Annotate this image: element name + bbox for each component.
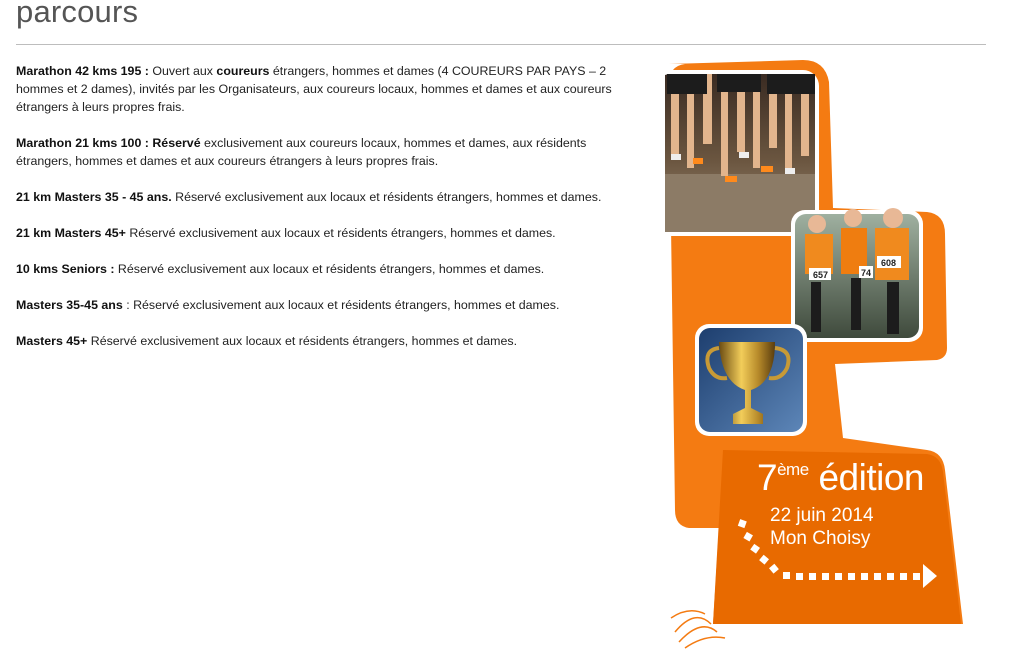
- race-entry-text: étrangers, hommes et dames (4 COUREURS PAR PAYS – 2 hommes et 2 dames), invités par les Organisateurs, aux coureurs locaux, hommes et dames et aux coureurs étrangers à leurs propres frais.: [16, 64, 612, 114]
- title-divider: [16, 44, 986, 45]
- race-entry-text: Ouvert aux: [148, 64, 217, 78]
- race-entry-label: 21 km Masters 45+: [16, 226, 126, 240]
- race-entry-text: exclusivement aux coureurs locaux, hommes et dames, aux résidents étrangers, hommes et dames et aux coureurs étrangers à leurs propres frais.: [16, 136, 587, 168]
- bib-3: 608: [881, 258, 897, 268]
- edition-word: édition: [818, 457, 924, 498]
- bib-1: 657: [813, 270, 829, 280]
- runners-photo: [665, 70, 819, 236]
- page-title: parcours: [16, 0, 139, 29]
- edition-suffix: ème: [777, 459, 809, 479]
- edition-number: 7: [757, 457, 778, 498]
- race-entry: [16, 134, 628, 170]
- race-entry-text: : Réservé exclusivement aux locaux et résidents étrangers, hommes et dames.: [122, 298, 560, 312]
- race-entry-label: coureurs: [216, 64, 270, 78]
- race-entry-text: Réservé exclusivement aux locaux et résidents étrangers, hommes et dames.: [87, 334, 518, 348]
- edition-graphic: [665, 58, 995, 649]
- edition-title: [757, 457, 924, 499]
- kids-runners-photo: [791, 208, 923, 342]
- race-entry-text: Réservé exclusivement aux locaux et résidents étrangers, hommes et dames.: [171, 190, 602, 204]
- edition-date: 22 juin 2014: [770, 505, 874, 526]
- race-entry: [16, 188, 628, 206]
- race-entry-label: Marathon 42 kms 195 :: [16, 64, 149, 78]
- race-entry-label: Masters 35-45 ans: [16, 298, 123, 312]
- race-entry: [16, 296, 628, 314]
- race-entry-label: Masters 45+: [16, 334, 88, 348]
- race-entry-label: Réservé: [152, 136, 201, 150]
- race-entry: [16, 332, 628, 350]
- race-entry-text: Réservé exclusivement aux locaux et résidents étrangers, hommes et dames.: [114, 262, 545, 276]
- race-entry: [16, 62, 628, 116]
- race-list: [16, 62, 628, 368]
- race-entry-text: Réservé exclusivement aux locaux et résidents étrangers, hommes et dames.: [125, 226, 556, 240]
- race-entry-label: Marathon 21 kms 100 :: [16, 136, 153, 150]
- edition-place: Mon Choisy: [770, 528, 871, 549]
- bib-2: 74: [861, 268, 872, 278]
- race-entry: [16, 260, 628, 278]
- race-entry-label: 10 kms Seniors :: [16, 262, 115, 276]
- race-entry-label: 21 km Masters 35 - 45 ans.: [16, 190, 172, 204]
- race-entry: [16, 224, 628, 242]
- trophy-photo: [695, 324, 807, 436]
